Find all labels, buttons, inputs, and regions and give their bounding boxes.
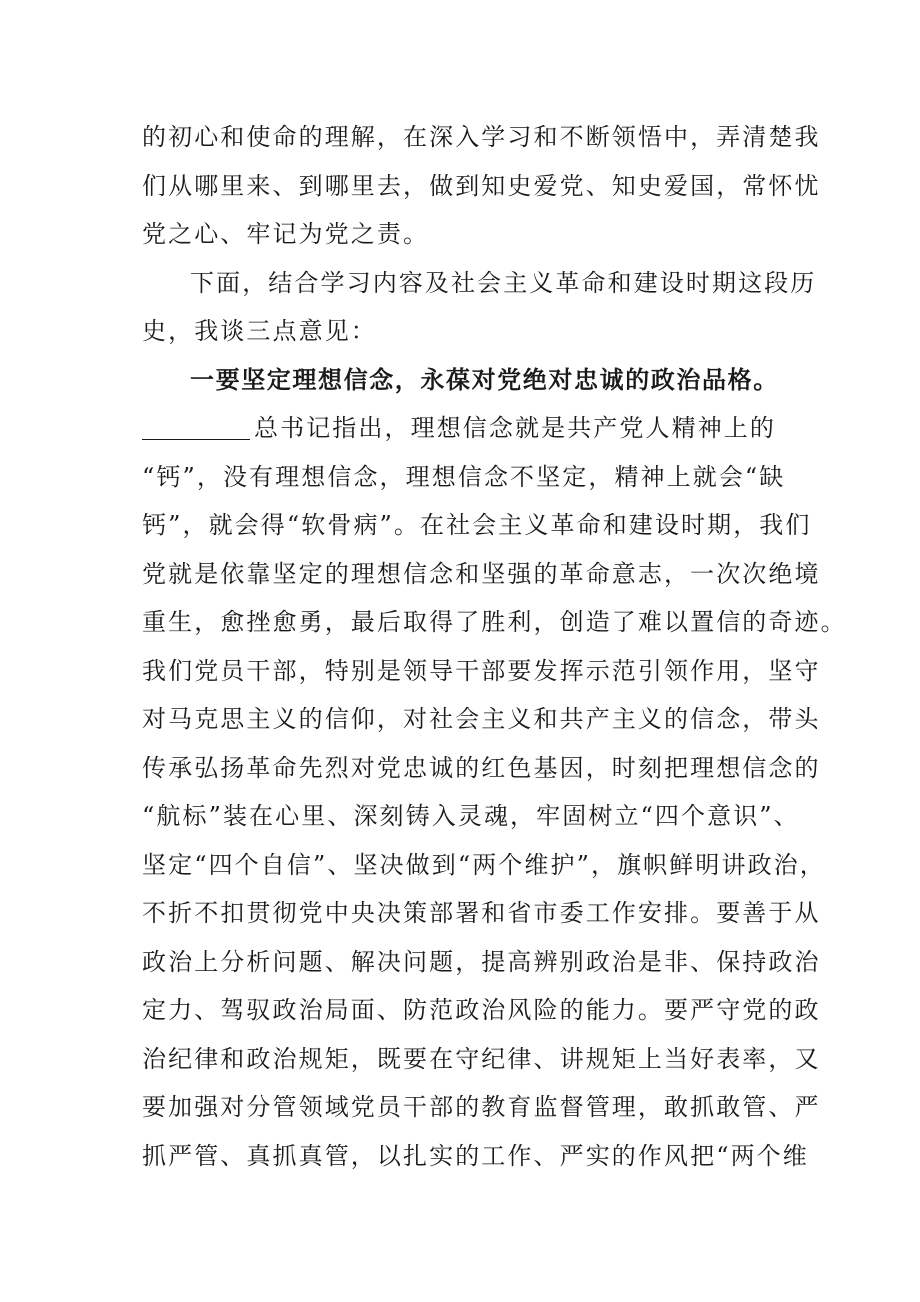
text-line: 党之心、牢记为党之责。 <box>142 220 430 248</box>
text-line: 要加强对分管领域党员干部的教育监督管理，敢抓敢管、严 <box>142 1093 821 1121</box>
text-line: 不折不扣贯彻党中央决策部署和省市委工作安排。要善于从 <box>142 899 821 927</box>
text-line: 治纪律和政治规矩，既要在守纪律、讲规矩上当好表率，又 <box>142 1044 821 1073</box>
text-line: 们从哪里来、到哪里去，做到知史爱党、知史爱国，常怀忧 <box>142 171 821 200</box>
blank-underline <box>142 409 250 440</box>
text-line: 党就是依靠坚定的理想信念和坚强的革命意志，一次次绝境 <box>142 559 821 588</box>
text-line: 钙”，就会得“软骨病”。在社会主义革命和建设时期，我们 <box>142 511 812 539</box>
text-line-with-blank <box>142 404 792 453</box>
text-line: 政治上分析问题、解决问题，提高辨别政治是非、保持政治 <box>142 947 821 976</box>
body-text <box>142 113 847 1180</box>
text-line: 抓严管、真抓真管，以扎实的工作、严实的作风把“两个维 <box>142 1141 809 1170</box>
text-line: 我们党员干部，特别是领导干部要发挥示范引领作用，坚守 <box>142 656 821 685</box>
text-line: 定力、驾驭政治局面、防范政治风险的能力。要严守党的政 <box>142 996 821 1024</box>
text-line: 重生，愈挫愈勇，最后取得了胜利，创造了难以置信的奇迹。 <box>142 608 847 636</box>
text-line: 史，我谈三点意见： <box>142 317 377 345</box>
text-line-content: 总书记指出，理想信念就是共产党人精神上的 <box>254 414 776 442</box>
section-heading: 一要坚定理想信念，永葆对党绝对忠诚的政治品格。 <box>190 364 779 394</box>
text-line: 传承弘扬革命先烈对党忠诚的红色基因，时刻把理想信念的 <box>142 753 821 782</box>
text-line: 的初心和使命的理解，在深入学习和不断领悟中，弄清楚我 <box>142 123 821 151</box>
paragraph-start-line: 下面，结合学习内容及社会主义革命和建设时期这段历 <box>190 268 817 297</box>
text-line: “航标”装在心里、深刻铸入灵魂，牢固树立“四个意识”、 <box>142 802 800 830</box>
text-line: 坚定“四个自信”、坚决做到“两个维护”，旗帜鲜明讲政治， <box>142 850 826 879</box>
text-line: 对马克思主义的信仰，对社会主义和共产主义的信念，带头 <box>142 705 821 733</box>
text-line: “钙”，没有理想信念，理想信念不坚定，精神上就会“缺 <box>142 462 786 491</box>
